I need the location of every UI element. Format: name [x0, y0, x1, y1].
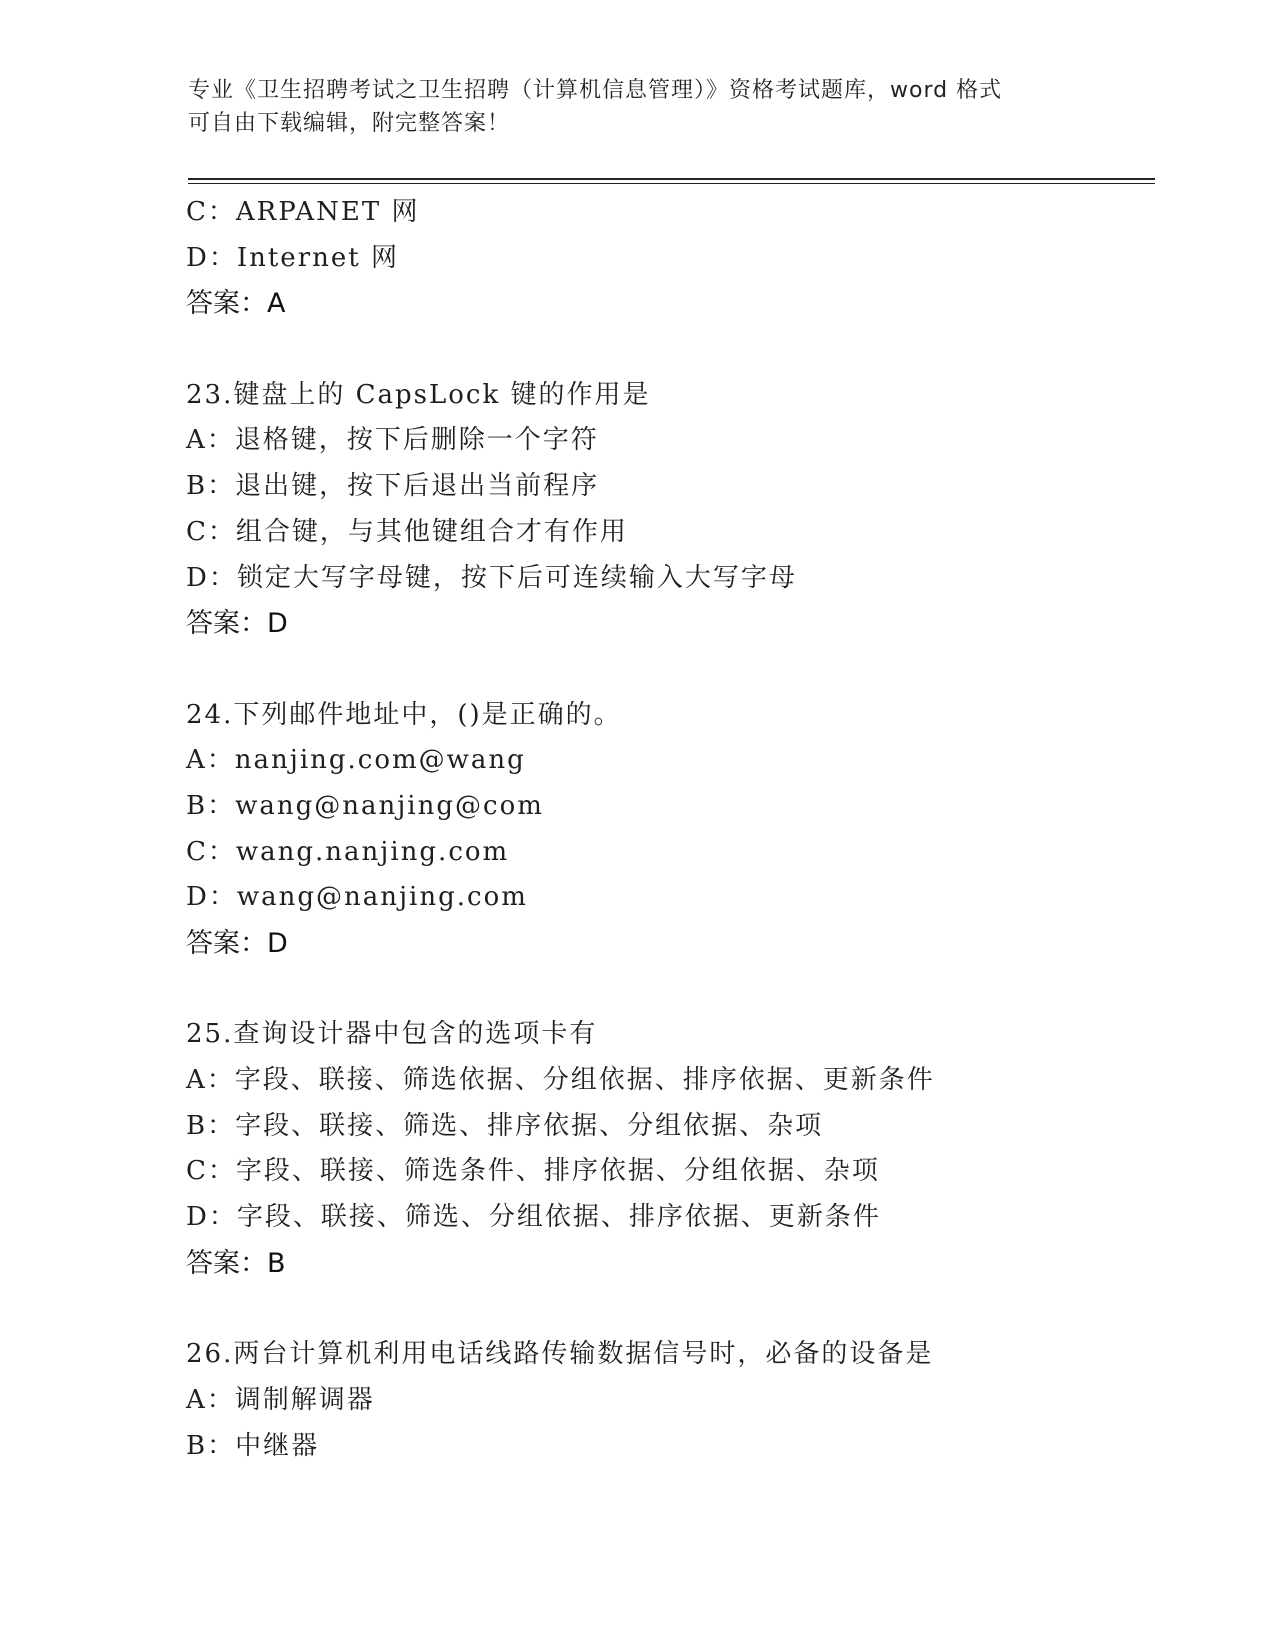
header-line-2: 可自由下载编辑，附完整答案！: [188, 111, 511, 136]
option-c: C：字段、联接、筛选条件、排序依据、分组依据、杂项: [186, 1156, 880, 1187]
question-stem: 24.下列邮件地址中，()是正确的。: [186, 699, 622, 730]
header-line-1: 专业《卫生招聘考试之卫生招聘（计算机信息管理）》资格考试题库，word 格式: [188, 78, 1003, 103]
document-header: [188, 74, 1088, 140]
option-a: A：退格键，按下后删除一个字符: [186, 425, 599, 456]
question-stem: 25.查询设计器中包含的选项卡有: [186, 1019, 598, 1050]
question-stem: 23.键盘上的 CapsLock 键的作用是: [186, 379, 651, 410]
option-b: B：退出键，按下后退出当前程序: [186, 471, 600, 502]
answer-line: 答案：B: [186, 1247, 286, 1279]
option-d: D：wang@nanjing.com: [186, 882, 528, 913]
answer-line: 答案：D: [186, 608, 288, 640]
option-d: D：锁定大写字母键，按下后可连续输入大写字母: [186, 562, 797, 593]
option-c: C：wang.nanjing.com: [186, 836, 510, 867]
option-a: A：nanjing.com@wang: [186, 745, 526, 776]
option-c: C：ARPANET 网: [186, 197, 420, 227]
option-a: A：字段、联接、筛选依据、分组依据、排序依据、更新条件: [186, 1065, 935, 1096]
option-b: B：wang@nanjing@com: [186, 790, 544, 821]
option-b: B：中继器: [186, 1430, 320, 1461]
question-stem: 26.两台计算机利用电话线路传输数据信号时，必备的设备是: [186, 1339, 934, 1370]
spacer: [186, 967, 1166, 1013]
option-d: D：字段、联接、筛选、分组依据、排序依据、更新条件: [186, 1202, 881, 1233]
option-a: A：调制解调器: [186, 1384, 375, 1415]
option-c: C：组合键，与其他键组合才有作用: [186, 516, 628, 547]
header-divider-thin: [188, 183, 1155, 184]
option-b: B：字段、联接、筛选、排序依据、分组依据、杂项: [186, 1110, 824, 1141]
question-content: [186, 190, 1166, 1469]
spacer: [186, 1287, 1166, 1333]
answer-line: 答案：D: [186, 928, 288, 959]
header-divider-thick: [188, 178, 1155, 180]
spacer: [186, 327, 1166, 373]
answer-line: 答案：A: [186, 288, 286, 320]
spacer: [186, 647, 1166, 693]
option-d: D：Internet 网: [186, 242, 399, 273]
